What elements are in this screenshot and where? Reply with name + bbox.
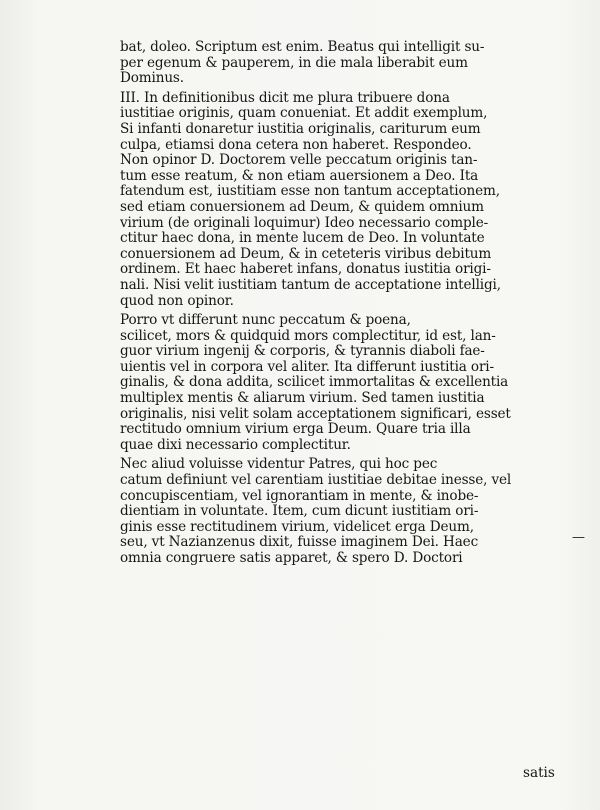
text-line: uientis vel in corpora vel aliter. Ita differunt iustitia ori- xyxy=(120,359,494,375)
text-block xyxy=(120,40,558,567)
text-line: originalis, nisi velit solam acceptationem significari, esset xyxy=(120,406,511,422)
text-line: catum definiunt vel carentiam iustitiae debitae inesse, vel xyxy=(120,473,512,489)
text-line: ctitur haec dona, in mente lucem de Deo. In voluntate xyxy=(120,231,485,247)
text-line: quod non opinor. xyxy=(120,293,234,309)
text-line: Si infanti donaretur iustitia originalis, cariturum eum xyxy=(120,121,481,137)
text-line: dientiam in voluntate. Item, cum dicunt iustitiam ori- xyxy=(120,504,479,520)
text-line: iustitiae originis, quam conueniat. Et addit exemplum, xyxy=(120,106,488,122)
text-line: III. In definitionibus dicit me plura tribuere dona xyxy=(120,90,450,106)
text-line: ordinem. Et haec haberet infans, donatus iustitia origi- xyxy=(120,262,491,278)
text-line: seu, vt Nazianzenus dixit, fuisse imaginem Dei. Haec xyxy=(120,535,479,551)
text-line: Porro vt differunt nunc peccatum & poena, xyxy=(120,313,411,329)
text-line: Nec aliud voluisse videntur Patres, qui hoc pec xyxy=(120,457,438,473)
catchword: satis xyxy=(523,765,555,781)
text-line: ginalis, & dona addita, scilicet immortalitas & excellentia xyxy=(120,375,509,391)
text-line: culpa, etiamsi dona cetera non haberet. Respondeo. xyxy=(120,137,472,153)
text-line: Dominus. xyxy=(120,71,184,87)
text-line: fatendum est, iustitiam esse non tantum acceptationem, xyxy=(120,184,500,200)
text-line: omnia congruere satis apparet, & spero D. Doctori xyxy=(120,551,463,566)
text-line: scilicet, mors & quidquid mors complectitur, id est, lan- xyxy=(120,328,496,344)
margin-mark: — xyxy=(572,530,585,545)
text-line: multiplex mentis & aliarum virium. Sed tamen iustitia xyxy=(120,391,485,407)
text-line: sed etiam conuersionem ad Deum, & quidem omnium xyxy=(120,199,484,215)
text-line: concupiscentiam, vel ignorantiam in mente, & inobe- xyxy=(120,488,479,504)
text-line: guor virium ingenij & corporis, & tyrannis diaboli fae- xyxy=(120,344,485,360)
text-line: tum esse reatum, & non etiam auersionem a Deo. Ita xyxy=(120,168,479,184)
text-line: Non opinor D. Doctorem velle peccatum originis tan- xyxy=(120,153,478,169)
text-line: conuersionem ad Deum, & in ceteteris viribus debitum xyxy=(120,246,492,262)
text-line: ginis esse rectitudinem virium, videlicet erga Deum, xyxy=(120,519,474,535)
text-line: rectitudo omnium virium erga Deum. Quare tria illa xyxy=(120,422,471,438)
text-line: virium (de originali loquimur) Ideo necessario comple- xyxy=(120,215,489,231)
text-line: bat, doleo. Scriptum est enim. Beatus qui intelligit su- xyxy=(120,40,485,55)
text-line: per egenum & pauperem, in die mala liberabit eum xyxy=(120,55,468,71)
text-line: nali. Nisi velit iustitiam tantum de acceptatione intelligi, xyxy=(120,277,501,293)
text-line: quae dixi necessario complectitur. xyxy=(120,437,351,453)
